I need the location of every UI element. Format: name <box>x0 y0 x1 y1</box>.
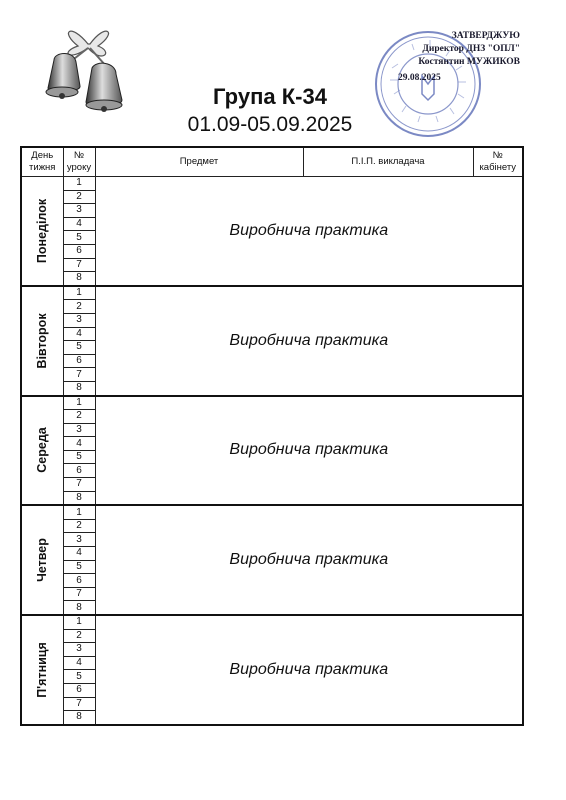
lesson-number: 4 <box>63 217 95 231</box>
table-row <box>21 505 523 519</box>
lesson-number: 3 <box>63 313 95 327</box>
lesson-number: 7 <box>63 368 95 382</box>
lesson-number: 5 <box>63 341 95 355</box>
approval-position: Директор ДНЗ "ОПЛ" <box>422 44 520 54</box>
schedule-body <box>21 177 523 725</box>
subject-cell: Виробнича практика <box>95 396 523 506</box>
lesson-number: 5 <box>63 450 95 464</box>
subject-cell: Виробнича практика <box>95 615 523 725</box>
header-row <box>21 147 523 177</box>
table-row <box>21 286 523 300</box>
lesson-number: 8 <box>63 381 95 395</box>
lesson-number: 8 <box>63 491 95 505</box>
lesson-number: 1 <box>63 615 95 629</box>
day-name: Вівторок <box>35 313 50 369</box>
approval-name: Костянтин МУЖИКОВ <box>418 57 520 67</box>
lesson-number: 7 <box>63 258 95 272</box>
lesson-number: 2 <box>63 629 95 643</box>
date-range: 01.09-05.09.2025 <box>187 113 353 136</box>
lesson-number: 6 <box>63 574 95 588</box>
lesson-number: 7 <box>63 587 95 601</box>
lesson-number: 1 <box>63 505 95 519</box>
lesson-number: 8 <box>63 711 95 725</box>
page-title: Група К-34 <box>213 84 327 109</box>
lesson-number: 4 <box>63 437 95 451</box>
table-row <box>21 177 523 191</box>
day-name: Середа <box>35 427 50 474</box>
subject-cell: Виробнича практика <box>95 286 523 396</box>
lesson-number: 6 <box>63 244 95 258</box>
header-day: День тижня <box>21 147 63 177</box>
day-cell <box>21 286 63 396</box>
lesson-number: 3 <box>63 423 95 437</box>
lesson-number: 5 <box>63 670 95 684</box>
lesson-number: 8 <box>63 272 95 286</box>
lesson-number: 8 <box>63 601 95 615</box>
lesson-number: 2 <box>63 190 95 204</box>
lesson-number: 1 <box>63 396 95 410</box>
approval-block <box>380 30 520 83</box>
lesson-number: 3 <box>63 533 95 547</box>
subject-cell: Виробнича практика <box>95 505 523 615</box>
header-subject: Предмет <box>95 147 303 177</box>
subject-cell: Виробнича практика <box>95 177 523 286</box>
lesson-number: 6 <box>63 464 95 478</box>
approval-date: 29.08.2025 <box>398 73 441 83</box>
lesson-number: 5 <box>63 231 95 245</box>
lesson-number: 3 <box>63 643 95 657</box>
lesson-number: 4 <box>63 547 95 561</box>
schedule-table <box>20 146 524 726</box>
day-name: Четвер <box>35 538 50 583</box>
day-name: П'ятниця <box>35 642 50 698</box>
bells-icon <box>40 22 140 118</box>
lesson-number: 2 <box>63 519 95 533</box>
lesson-number: 3 <box>63 204 95 218</box>
header-room: № кабінету <box>473 147 523 177</box>
lesson-number: 4 <box>63 327 95 341</box>
lesson-number: 6 <box>63 354 95 368</box>
lesson-number: 2 <box>63 410 95 424</box>
header-lesson: № уроку <box>63 147 95 177</box>
table-row <box>21 396 523 410</box>
day-name: Понеділок <box>35 198 50 263</box>
lesson-number: 2 <box>63 300 95 314</box>
day-cell <box>21 396 63 506</box>
day-cell <box>21 505 63 615</box>
lesson-number: 1 <box>63 286 95 300</box>
header-teacher: П.І.П. викладача <box>303 147 473 177</box>
approval-heading: ЗАТВЕРДЖУЮ <box>451 31 520 41</box>
lesson-number: 4 <box>63 656 95 670</box>
day-cell <box>21 177 63 286</box>
lesson-number: 7 <box>63 697 95 711</box>
lesson-number: 5 <box>63 560 95 574</box>
lesson-number: 6 <box>63 683 95 697</box>
lesson-number: 1 <box>63 177 95 191</box>
day-cell <box>21 615 63 725</box>
lesson-number: 7 <box>63 478 95 492</box>
table-row <box>21 615 523 629</box>
